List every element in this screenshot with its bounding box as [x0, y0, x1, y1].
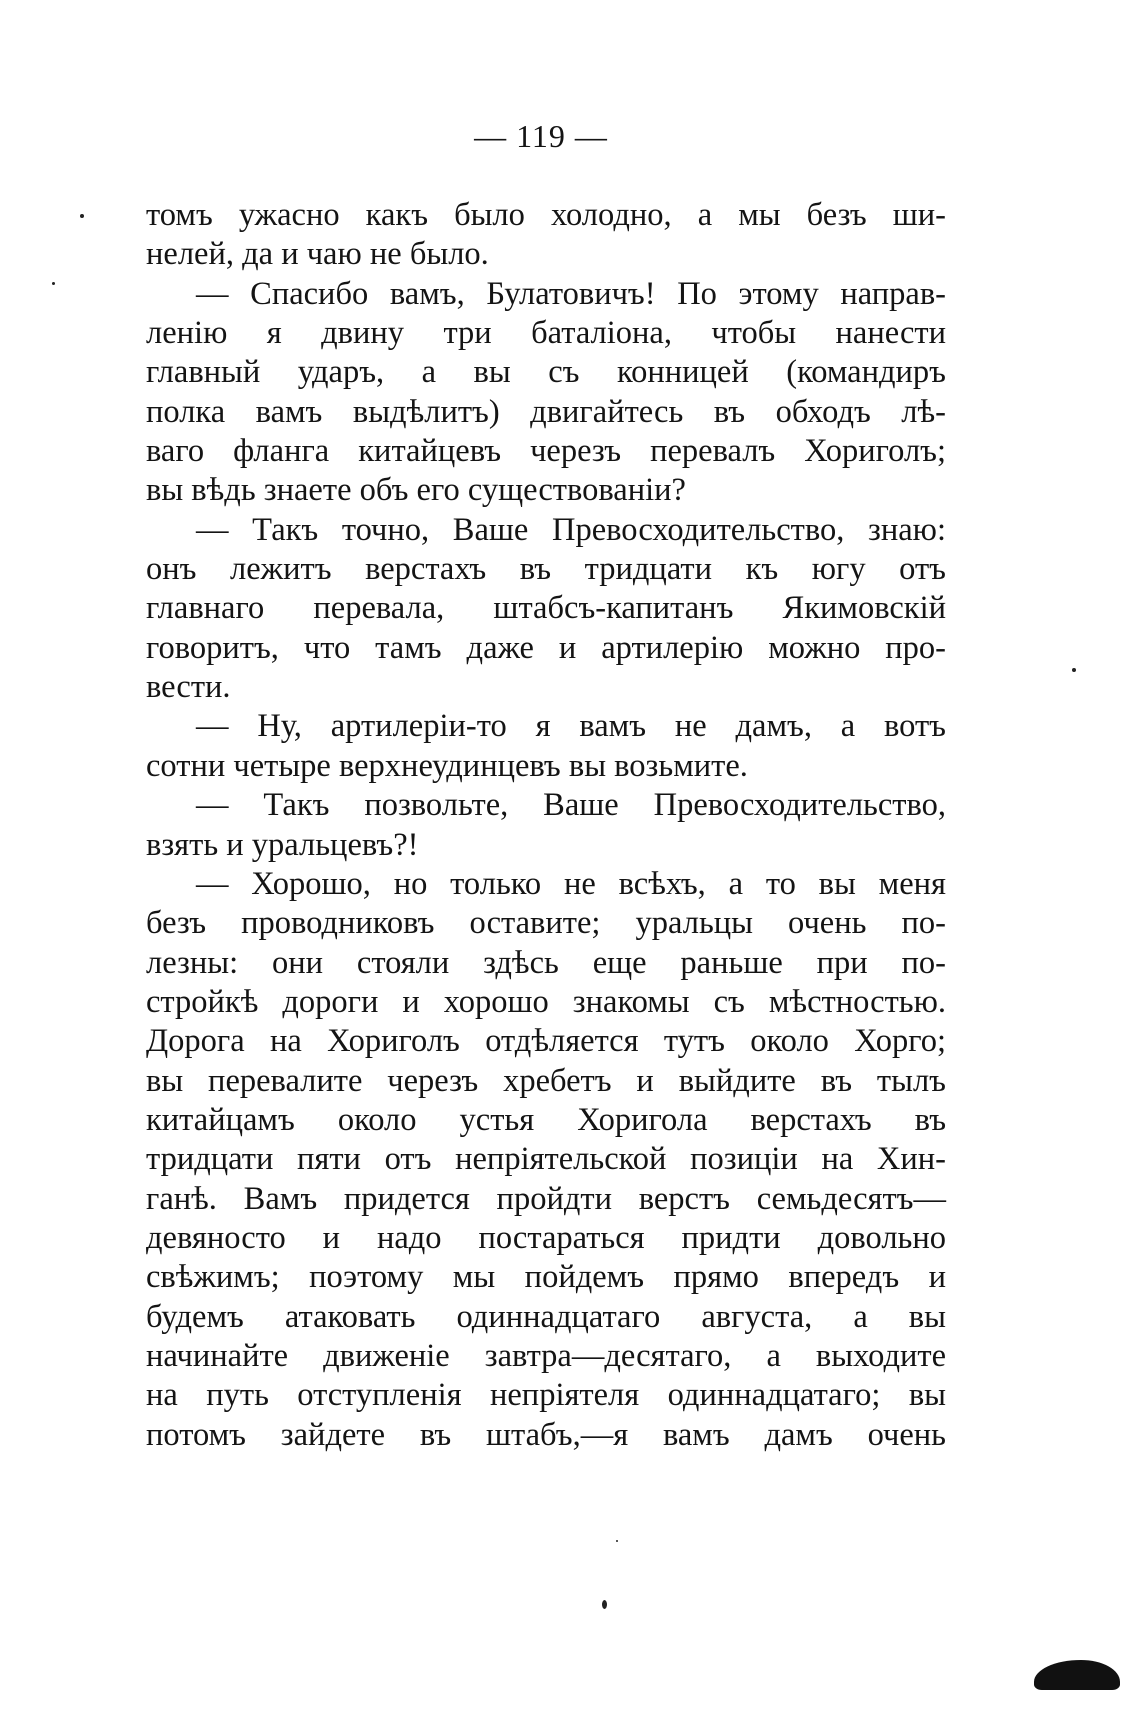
text-line: ваго фланга китайцевъ черезъ перевалъ Хориголъ;: [146, 433, 946, 470]
print-speck: [80, 214, 84, 218]
text-line: Дорога на Хориголъ отдѣляется тутъ около Хорго;: [146, 1023, 946, 1060]
text-line: вы вѣдь знаете объ его существованіи?: [146, 472, 686, 509]
text-line: китайцамъ около устья Хоригола верстахъ въ: [146, 1101, 946, 1138]
text-line: лезны: они стояли здѣсь еще раньше при по-: [146, 944, 946, 981]
text-line: главный ударъ, а вы съ конницей (командиръ: [146, 354, 946, 391]
text-line: главнаго перевала, штабсъ-капитанъ Якимовскій: [146, 590, 946, 627]
ink-smudge: [1034, 1660, 1120, 1690]
text-line: вести.: [146, 669, 231, 706]
text-line: — Хорошо, но только не всѣхъ, а то вы меня: [196, 865, 946, 902]
text-line: взять и уральцевъ?!: [146, 826, 419, 863]
text-line: ленію я двину три баталіона, чтобы нанести: [146, 315, 946, 352]
text-line: — Такъ точно, Ваше Превосходительство, знаю:: [196, 511, 946, 548]
text-line: тридцати пяти отъ непріятельской позиціи на Хин-: [146, 1141, 946, 1178]
text-line: потомъ зайдете въ штабъ,—я вамъ дамъ очень: [146, 1416, 946, 1453]
text-line: — Спасибо вамъ, Булатовичъ! По этому направ-: [196, 275, 946, 312]
text-line: онъ лежитъ верстахъ въ тридцати къ югу отъ: [146, 551, 946, 588]
print-speck: [1072, 668, 1076, 672]
text-line: — Такъ позвольте, Ваше Превосходительство,: [196, 787, 946, 824]
text-line: будемъ атаковать одиннадцатаго августа, а вы: [146, 1298, 946, 1335]
print-speck: [52, 282, 55, 285]
text-line: стройкѣ дороги и хорошо знакомы съ мѣстностью.: [146, 983, 946, 1020]
text-line: начинайте движеніе завтра—десятаго, а выходите: [146, 1337, 946, 1374]
text-line: на путь отступленія непріятеля одиннадцатаго; вы: [146, 1377, 946, 1414]
text-line: говоритъ, что тамъ даже и артилерію можно про-: [146, 629, 946, 666]
text-line: свѣжимъ; поэтому мы пойдемъ прямо впередъ и: [146, 1259, 946, 1296]
text-line: полка вамъ выдѣлитъ) двигайтесь въ обходъ лѣ-: [146, 393, 946, 430]
body-text: [146, 196, 946, 1455]
print-speck: [602, 1600, 607, 1609]
text-line: девяносто и надо постараться придти довольно: [146, 1219, 946, 1256]
text-line: вы перевалите черезъ хребетъ и выйдите въ тылъ: [146, 1062, 946, 1099]
text-line: нелей, да и чаю не было.: [146, 236, 489, 273]
text-line: — Ну, артилеріи-то я вамъ не дамъ, а вотъ: [196, 708, 946, 745]
page-number: — 119 —: [474, 118, 608, 154]
text-line: сотни четыре верхнеудинцевъ вы возьмите.: [146, 747, 748, 784]
print-speck: [616, 1540, 618, 1542]
text-line: томъ ужасно какъ было холодно, а мы безъ ши-: [146, 197, 946, 233]
text-line: безъ проводниковъ оставите; уральцы очень по-: [146, 905, 946, 942]
text-line: ганѣ. Вамъ придется пройдти верстъ семьдесятъ—: [146, 1180, 946, 1217]
